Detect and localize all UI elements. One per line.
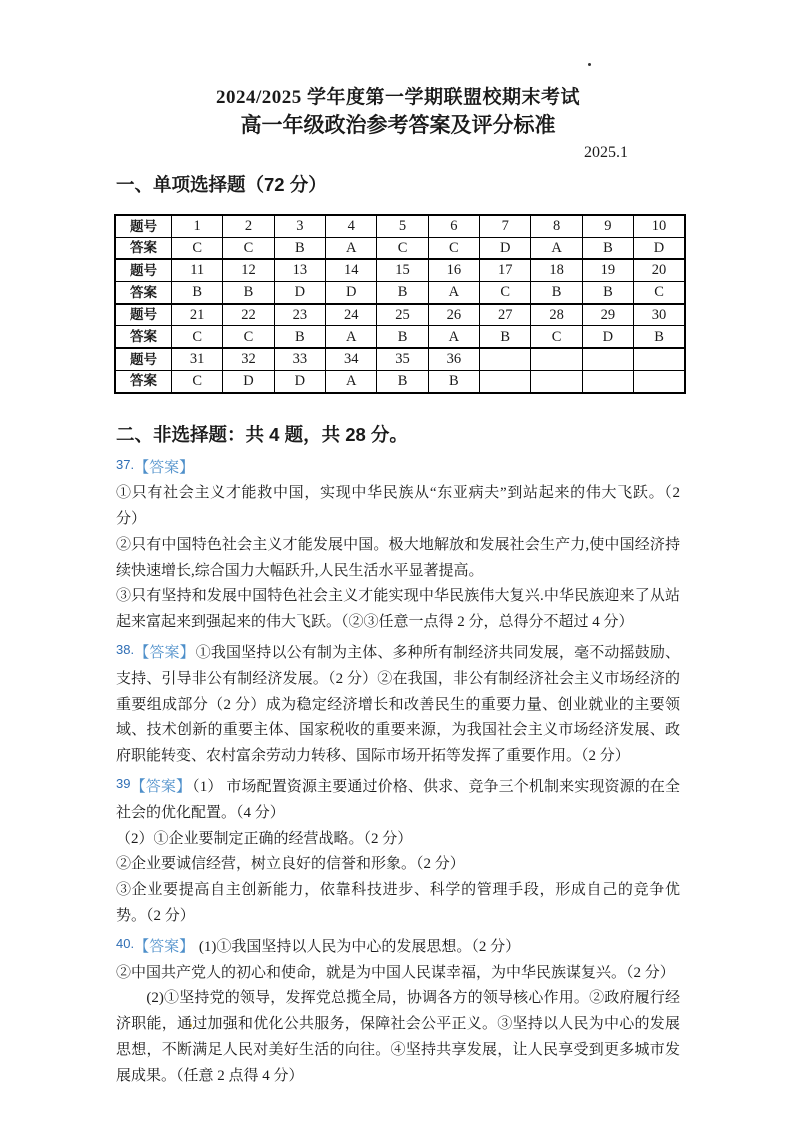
question-number-row (115, 259, 685, 281)
question-number-cell: 28 (531, 304, 582, 326)
answer-cell: B (172, 282, 223, 304)
answer-cell: B (531, 282, 582, 304)
exam-title-line1: 2024/2025 学年度第一学期联盟校期末考试 (215, 87, 581, 108)
answer-cell (634, 370, 685, 392)
answer-cell: B (377, 282, 428, 304)
answer-cell: B (274, 326, 325, 348)
row-label: 题号 (115, 304, 172, 326)
answer-paragraph: ③企业要提高自主创新能力，依靠科技进步、科学的管理手段，形成自己的竞争优势。（2 分） (116, 882, 680, 925)
row-label: 题号 (115, 215, 172, 237)
question-number-cell: 31 (172, 348, 223, 370)
answer-cell: B (274, 237, 325, 259)
question-number-cell: 19 (582, 259, 633, 281)
answer-cell: B (377, 370, 428, 392)
row-label: 答案 (115, 237, 172, 259)
document-body (116, 86, 684, 1091)
answer-cell: B (634, 326, 685, 348)
answer-paragraph: ②企业要诚信经营，树立良好的信誉和形象。（2 分） (116, 856, 465, 873)
answer-block-39 (116, 771, 680, 930)
answer-heading (116, 931, 680, 961)
question-number-cell: 11 (172, 259, 223, 281)
answer-cell: D (274, 282, 325, 304)
answer-cell: A (428, 282, 479, 304)
answer-cell: A (326, 370, 377, 392)
answer-paragraph: （2）①企业要制定正确的经营战略。（2 分） (116, 830, 413, 847)
ink-speck-top (588, 63, 591, 66)
answer-row (115, 370, 685, 392)
answer-row (115, 237, 685, 259)
answer-cell: A (326, 326, 377, 348)
question-number-cell: 23 (274, 304, 325, 326)
answer-cell: A (531, 237, 582, 259)
question-number-cell: 30 (634, 304, 685, 326)
question-number-cell: 25 (377, 304, 428, 326)
answer-cell: C (634, 282, 685, 304)
answer-cell: A (428, 326, 479, 348)
row-label: 答案 (115, 282, 172, 304)
answer-intro-text: （1） 市场配置资源主要通过价格、供求、竞争三个机制来实现资源的在全社会的优化配置。（4 分） (116, 779, 680, 821)
answer-label: 【答案】 (134, 459, 195, 476)
answer-cell: D (274, 370, 325, 392)
answer-label: 【答案】 (134, 938, 195, 955)
answer-heading (116, 637, 680, 770)
answer-number: 40. (116, 935, 135, 951)
answer-block-37 (116, 452, 684, 637)
question-number-cell: 26 (428, 304, 479, 326)
answer-paragraph: (2)①坚持党的领导，发挥党总揽全局，协调各方的领导核心作用。②政府履行经济职能，通过加强和优化公共服务，保障社会公平正义。③坚持以人民为中心的发展思想，不断满足人民对美好生活的向往。④坚持共享发展，让人民享受到更多城市发展成果。（任意 2 点得 4 分） (116, 990, 680, 1084)
row-label: 题号 (115, 348, 172, 370)
question-number-cell: 35 (377, 348, 428, 370)
answer-heading (116, 771, 680, 827)
row-label: 答案 (115, 370, 172, 392)
answer-number: 38. (116, 642, 135, 658)
question-number-cell: 18 (531, 259, 582, 281)
question-number-cell: 16 (428, 259, 479, 281)
question-number-cell: 6 (428, 215, 479, 237)
question-number-cell: 22 (223, 304, 274, 326)
question-number-row (115, 348, 685, 370)
answer-cell (480, 370, 531, 392)
answer-cell: C (480, 282, 531, 304)
answer-cell: C (428, 237, 479, 259)
answer-cell: C (531, 326, 582, 348)
answer-row (115, 282, 685, 304)
question-number-cell: 17 (480, 259, 531, 281)
question-number-cell: 9 (582, 215, 633, 237)
question-number-cell (582, 348, 633, 370)
answer-cell: A (326, 237, 377, 259)
question-number-cell: 5 (377, 215, 428, 237)
question-number-cell: 20 (634, 259, 685, 281)
question-number-cell (480, 348, 531, 370)
section2-heading: 二、非选择题：共 4 题，共 28 分。 (116, 423, 408, 445)
question-number-cell (634, 348, 685, 370)
question-number-cell: 13 (274, 259, 325, 281)
answer-cell: B (582, 237, 633, 259)
question-number-cell: 27 (480, 304, 531, 326)
answer-cell: B (377, 326, 428, 348)
answer-cell: C (223, 326, 274, 348)
answer-cell: D (326, 282, 377, 304)
question-number-cell: 34 (326, 348, 377, 370)
question-number-cell: 7 (480, 215, 531, 237)
answer-cell: B (428, 370, 479, 392)
answer-block-38 (116, 637, 680, 770)
answer-cell: D (582, 326, 633, 348)
answer-paragraph: ②中国共产党人的初心和使命，就是为中国人民谋幸福，为中华民族谋复兴。（2 分） (116, 964, 675, 981)
question-number-cell: 24 (326, 304, 377, 326)
answer-paragraph: ③只有坚持和发展中国特色社会主义才能实现中华民族伟大复兴.中华民族迎来了从站起来富起来到强起来的伟大飞跃。（②③任意一点得 2 分，总得分不超过 4 分） (116, 588, 680, 631)
section1-heading: 一、单项选择题（72 分） (116, 174, 327, 195)
question-number-cell: 14 (326, 259, 377, 281)
answer-number: 37. (116, 456, 135, 472)
question-number-cell: 29 (582, 304, 633, 326)
answer-paragraph: ①只有社会主义才能救中国，实现中华民族从“东亚病夫”到站起来的伟大飞跃。（2 分） (116, 485, 684, 528)
exam-date: 2025.1 (584, 144, 628, 161)
answers-list (116, 452, 684, 1090)
question-number-cell: 15 (377, 259, 428, 281)
question-number-cell: 2 (223, 215, 274, 237)
answer-number: 39 (116, 776, 131, 792)
question-number-row (115, 304, 685, 326)
question-number-cell: 8 (531, 215, 582, 237)
answer-cell: C (172, 326, 223, 348)
answer-block-40 (116, 931, 680, 1090)
question-number-cell: 21 (172, 304, 223, 326)
answer-intro-text: ①我国坚持以公有制为主体、多种所有制经济共同发展，毫不动摇鼓励、支持、引导非公有制经济发展。（2 分）②在我国，非公有制经济社会主义市场经济的重要组成部分（2 分）成为稳定经济增长和改善民生的重要力量、创业就业的主要领域、技术创新的重要主体、国家税收的重要来源，为我国社会主义市场经济发展、政府职能转变、农村富余劳动力转移、国际市场开拓等发挥了重要作用。（2 分） (116, 645, 680, 765)
answer-cell (582, 370, 633, 392)
answer-cell: C (172, 237, 223, 259)
answer-cell: D (480, 237, 531, 259)
row-label: 答案 (115, 326, 172, 348)
answer-label: 【答案】 (130, 779, 192, 796)
exam-title-line2: 高一年级政治参考答案及评分标准 (240, 114, 556, 137)
question-number-cell: 1 (172, 215, 223, 237)
question-number-cell: 36 (428, 348, 479, 370)
answer-paragraph: ②只有中国特色社会主义才能发展中国。极大地解放和发展社会生产力,使中国经济持续快速增长,综合国力大幅跃升,人民生活水平显著提高。 (116, 536, 680, 579)
question-number-cell: 32 (223, 348, 274, 370)
question-number-row (115, 215, 685, 237)
answer-row (115, 326, 685, 348)
row-label: 题号 (115, 259, 172, 281)
answer-cell: C (172, 370, 223, 392)
answer-label: 【答案】 (134, 645, 195, 662)
answer-heading (116, 452, 680, 482)
answer-intro-text: (1)①我国坚持以人民为中心的发展思想。（2 分） (195, 938, 521, 955)
answer-key-tbody (115, 215, 685, 393)
answer-cell: C (223, 237, 274, 259)
answer-cell (531, 370, 582, 392)
answer-cell: B (480, 326, 531, 348)
question-number-cell: 10 (634, 215, 685, 237)
answer-cell: B (223, 282, 274, 304)
question-number-cell: 12 (223, 259, 274, 281)
question-number-cell: 4 (326, 215, 377, 237)
question-number-cell: 33 (274, 348, 325, 370)
question-number-cell (531, 348, 582, 370)
answer-cell: D (634, 237, 685, 259)
answer-cell: D (223, 370, 274, 392)
question-number-cell: 3 (274, 215, 325, 237)
answer-key-table (114, 214, 686, 394)
answer-cell: C (377, 237, 428, 259)
answer-cell: B (582, 282, 633, 304)
